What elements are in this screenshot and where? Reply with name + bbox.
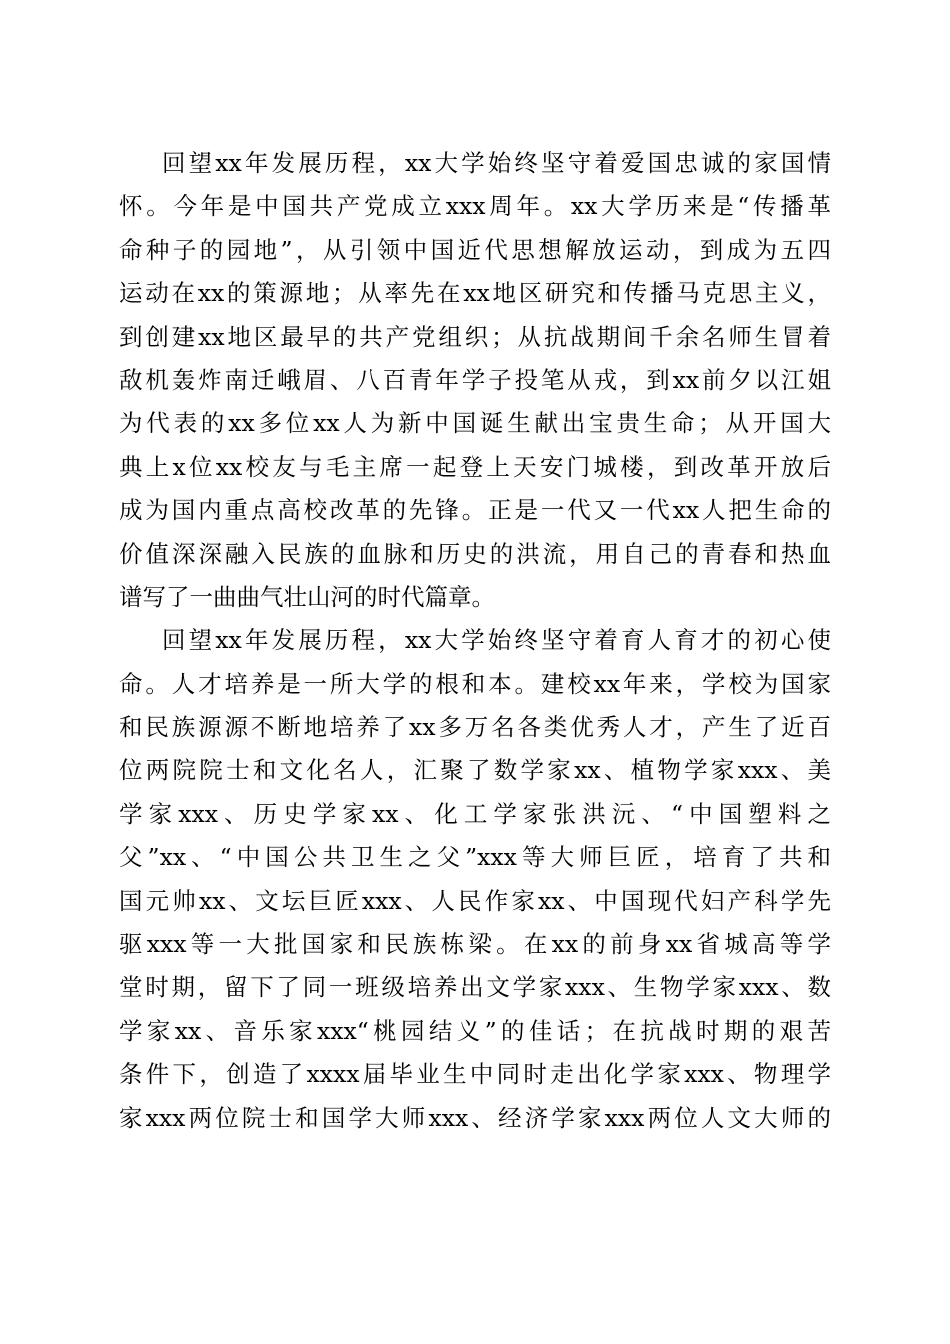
text-line: 命。人才培养是一所大学的根和本。建校xx年来，学校为国家	[119, 669, 831, 698]
text-line: 学家xx、音乐家xxx“桃园结义”的佳话；在抗战时期的艰苦	[119, 1016, 831, 1045]
paragraph-2	[119, 619, 831, 1140]
text-line: 为代表的xx多位xx人为新中国诞生献出宝贵生命；从开国大	[119, 409, 831, 438]
text-line: 回望xx年发展历程，xx大学始终坚守着爱国忠诚的家国情	[162, 149, 831, 177]
text-line: 运动在xx的策源地；从率先在xx地区研究和传播马克思主义，	[119, 279, 831, 308]
text-line: 家xxx两位院士和国学大师xxx、经济学家xxx两位人文大师的	[119, 1103, 831, 1132]
text-line: 价值深深融入民族的血脉和历史的洪流，用自己的青春和热血	[119, 539, 831, 568]
text-line: 堂时期，留下了同一班级培养出文学家xxx、生物学家xxx、数	[119, 973, 831, 1002]
text-line: 父”xx、“中国公共卫生之父”xxx等大师巨匠，培育了共和	[119, 843, 831, 872]
text-line: 怀。今年是中国共产党成立xxx周年。xx大学历来是“传播革	[119, 192, 831, 221]
text-line: 回望xx年发展历程，xx大学始终坚守着育人育才的初心使	[162, 626, 831, 655]
text-line: 典上x位xx校友与毛主席一起登上天安门城楼，到改革开放后	[119, 452, 831, 481]
text-line: 命种子的园地”，从引领中国近代思想解放运动，到成为五四	[119, 235, 831, 264]
text-line: 敌机轰炸南迁峨眉、八百青年学子投笔从戎，到xx前夕以江姐	[119, 365, 831, 394]
text-line: 驱xxx等一大批国家和民族栋梁。在xx的前身xx省城高等学	[119, 930, 831, 959]
text-line: 谱写了一曲曲气壮山河的时代篇章。	[119, 582, 495, 611]
text-line: 条件下，创造了xxxx届毕业生中同时走出化学家xxx、物理学	[119, 1060, 831, 1089]
text-line: 到创建xx地区最早的共产党组织；从抗战期间千余名师生冒着	[119, 322, 831, 351]
paragraph-1	[119, 142, 831, 619]
body-text	[119, 142, 831, 1140]
text-line: 和民族源源不断地培养了xx多万名各类优秀人才，产生了近百	[119, 713, 831, 742]
text-line: 位两院院士和文化名人，汇聚了数学家xx、植物学家xxx、美	[119, 756, 831, 785]
text-line: 成为国内重点高校改革的先锋。正是一代又一代xx人把生命的	[119, 496, 831, 525]
text-line: 国元帅xx、文坛巨匠xxx、人民作家xx、中国现代妇产科学先	[119, 886, 831, 915]
text-line: 学家xxx、历史学家xx、化工学家张洪沅、“中国塑料之	[119, 799, 831, 828]
